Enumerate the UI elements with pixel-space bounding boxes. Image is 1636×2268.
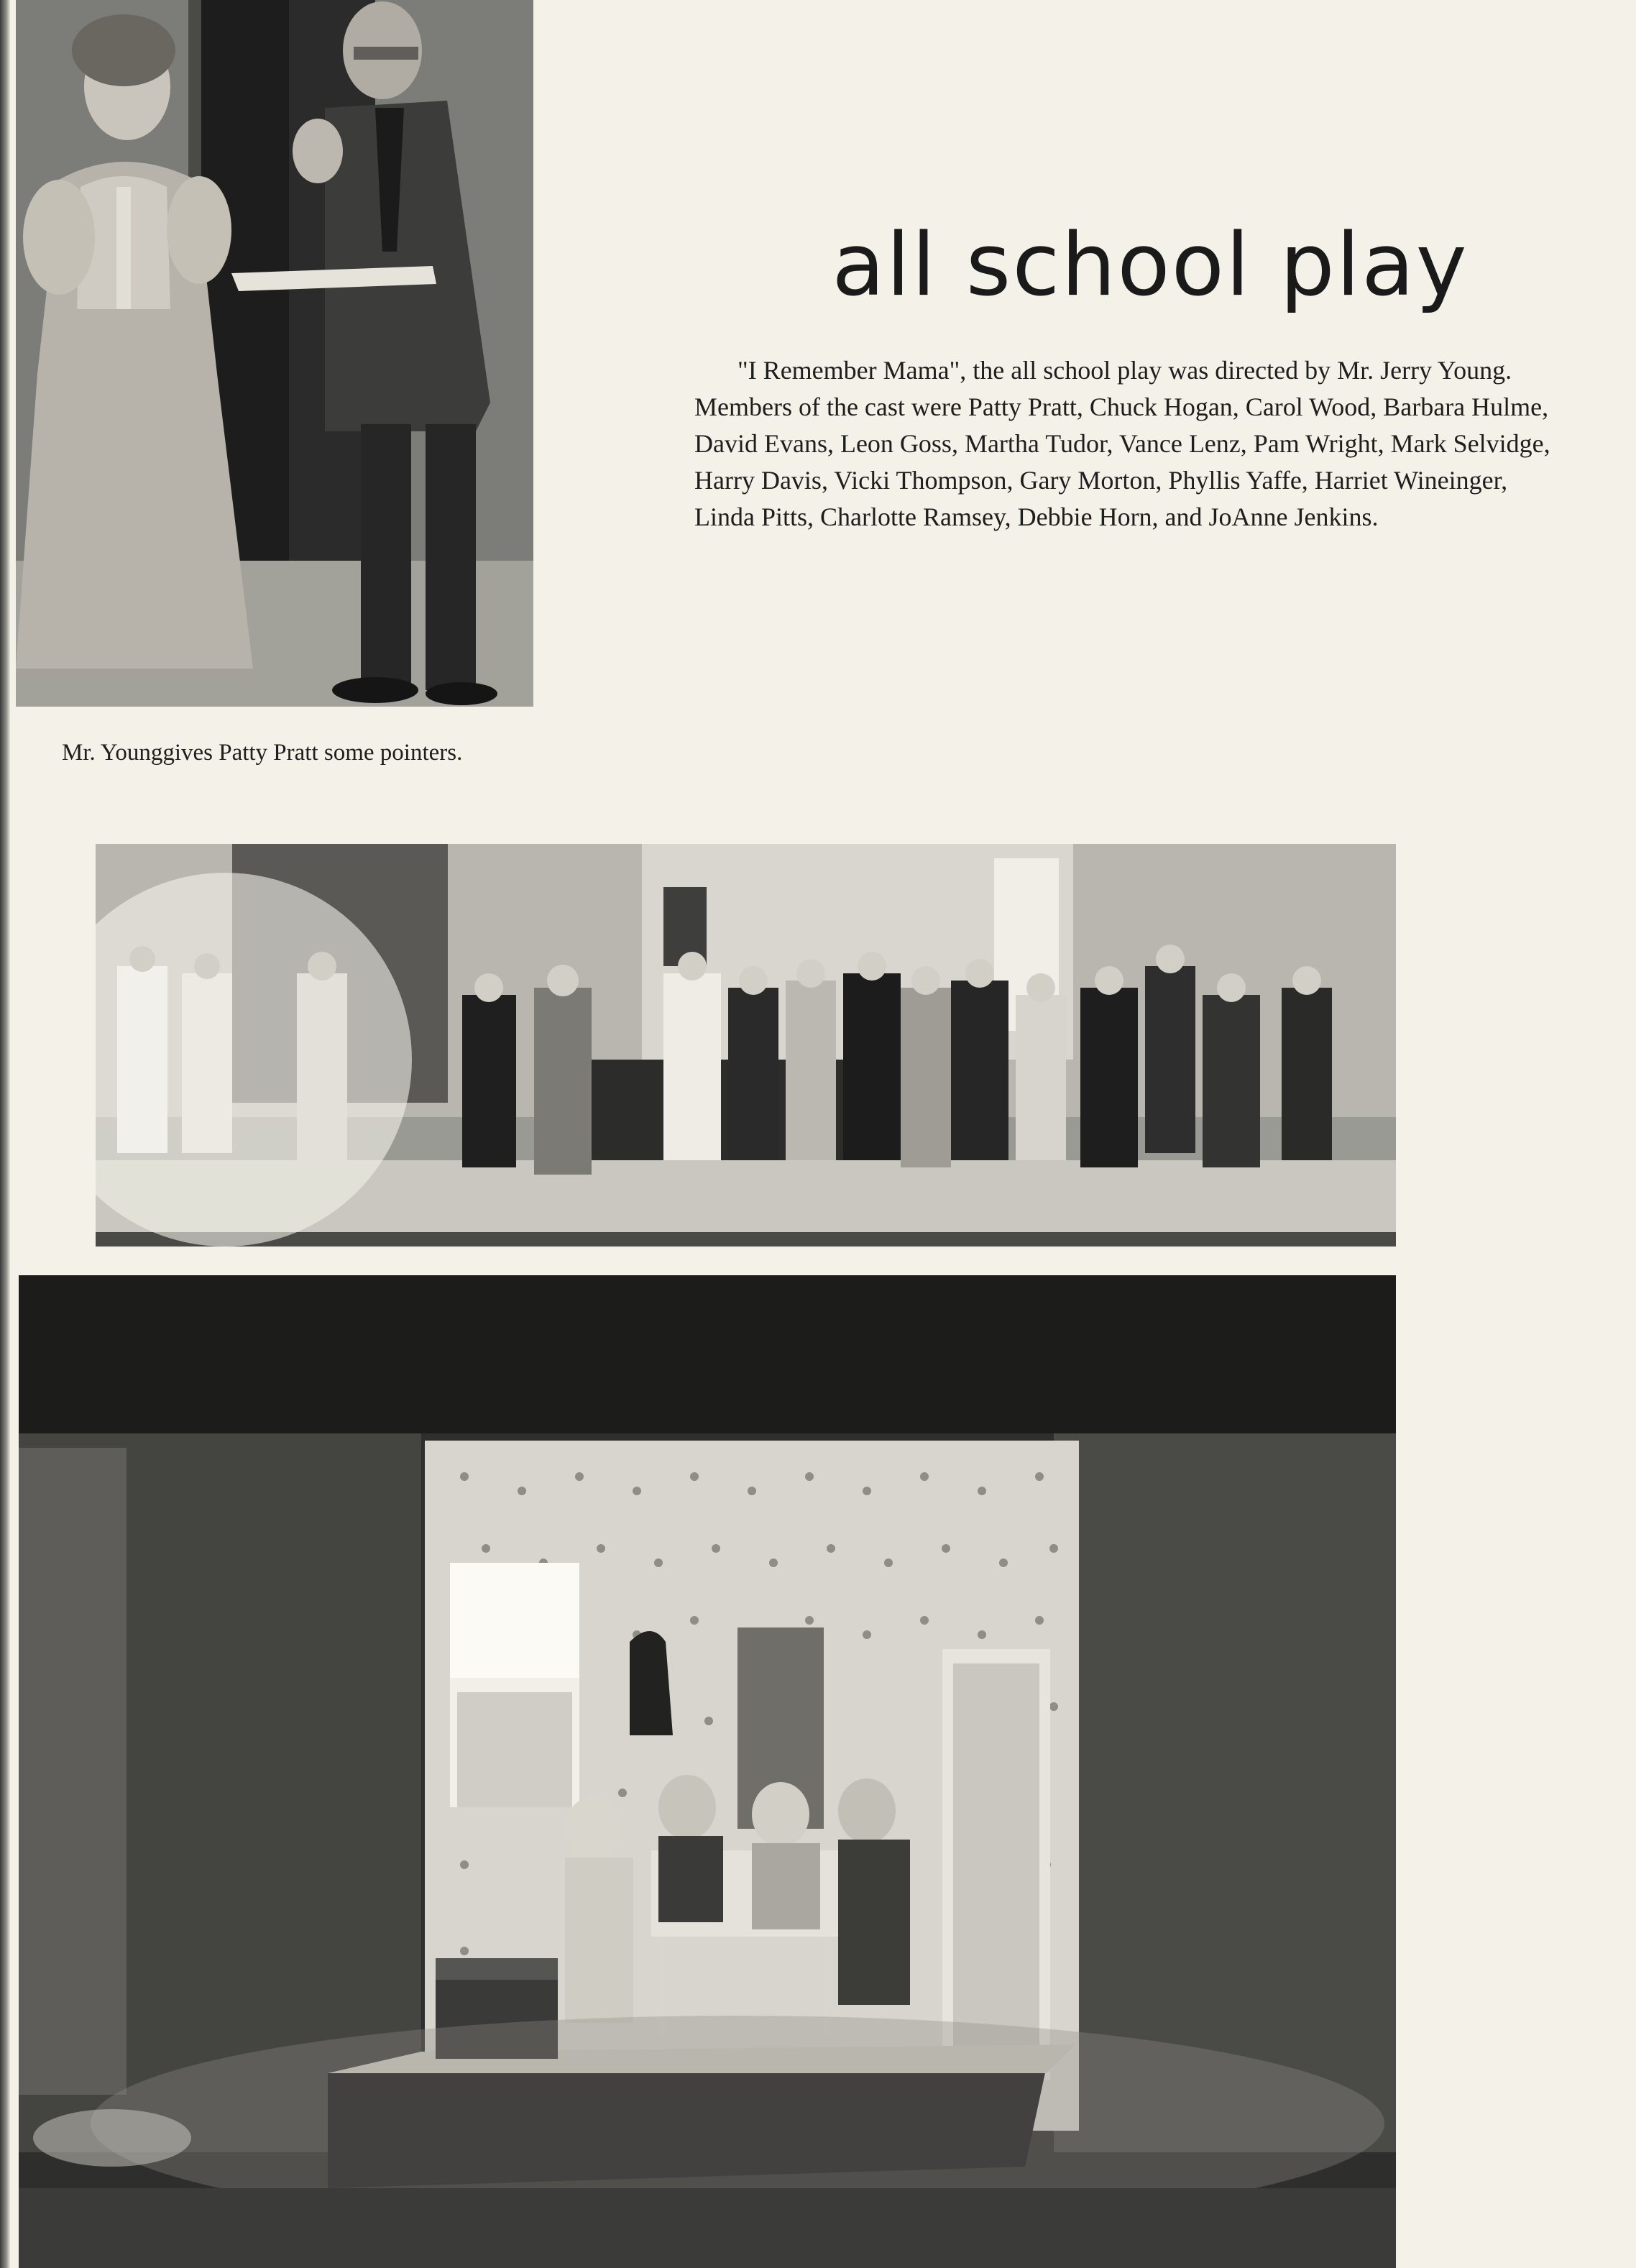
page-title: all school play (832, 216, 1469, 316)
article-body: "I Remember Mama", the all school play was directed by Mr. Jerry Young. Members of the cast were Patty Pratt, Chuck Hogan, Carol Wood, Barbara Hulme, David Evans, Leon Goss, Martha Tudor, Vance Lenz, Pam Wright, Mark Selvidge, Harry Davis, Vicki Thompson, Gary Morton, Phyllis Yaffe, Harriet Wineinger, Linda Pitts, Charlotte Ramsey, Debbie Horn, and JoAnne Jenkins. (694, 356, 1550, 531)
rehearsal-photo-caption: Mr. Younggives Patty Pratt some pointers. (62, 740, 463, 766)
page-binding-edge (0, 0, 10, 2268)
stage-scene-photo (19, 1275, 1396, 2268)
rehearsal-photo (16, 0, 533, 707)
cast-lineup-photo (96, 844, 1396, 1247)
